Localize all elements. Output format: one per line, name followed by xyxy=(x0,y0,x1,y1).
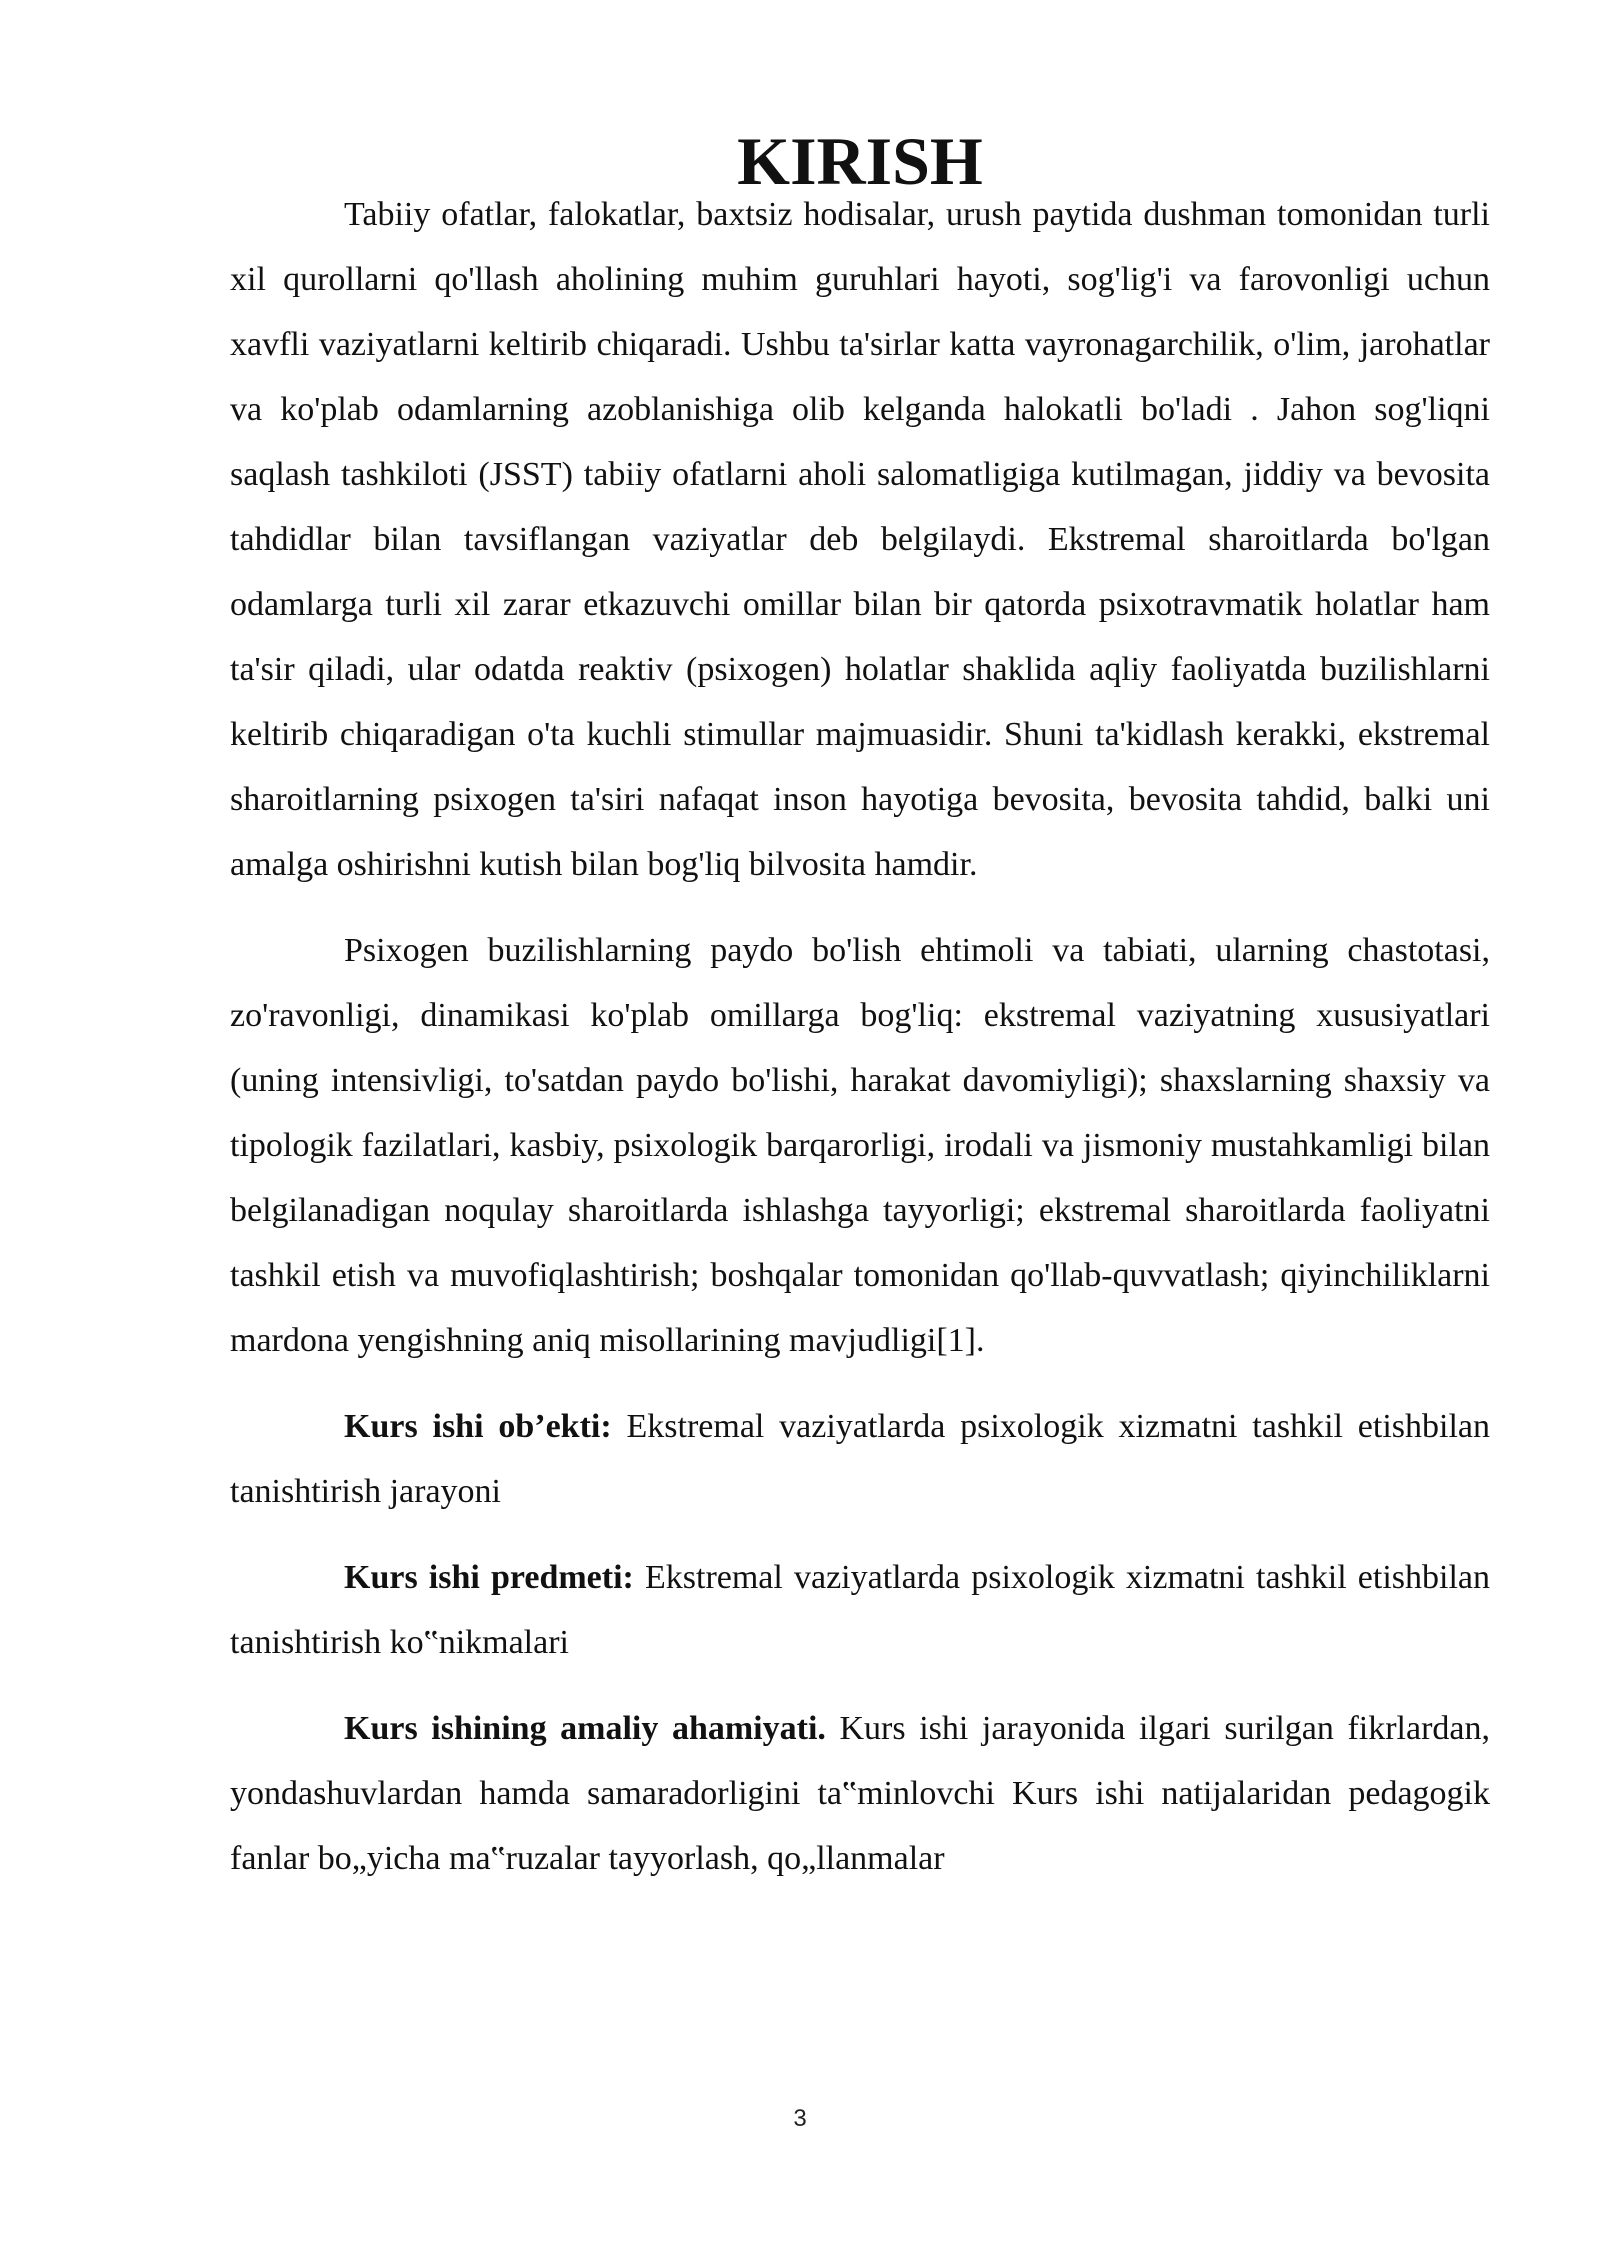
paragraph-text: Psixogen buzilishlarning paydo bo'lish ehtimoli va tabiati, ularning chastotasi, zo'ravonligi, dinamikasi ko'plab omillarga bog'liq: ekstremal vaziyatning xususiyatlari (uning intensivligi, to'satdan paydo bo'lishi, harakat davomiyligi); shaxslarning shaxsiy va tipologik fazilatlari, kasbiy, psixologik barqarorligi, irodali va jismoniy mustahkamligi bilan belgilanadigan noqulay sharoitlarda ishlashga tayyorligi; ekstremal sharoitlarda faoliyatni tashkil etish va muvofiqlashtirish; boshqalar tomonidan qo'llab-quvvatlash; qiyinchiliklarni mardona yengishning aniq misollarining mavjudligi[1]. xyxy=(230,932,1490,1359)
paragraph-practical-significance xyxy=(230,1696,1490,1891)
paragraph-research-object xyxy=(230,1394,1490,1524)
document-page xyxy=(230,123,1490,1891)
paragraph-label: Kurs ishi ob’ekti: xyxy=(344,1408,612,1445)
section-heading: KIRISH xyxy=(737,123,983,199)
paragraph-label: Kurs ishining amaliy ahamiyati. xyxy=(344,1710,826,1747)
paragraph-intro xyxy=(230,182,1490,897)
paragraph-research-subject xyxy=(230,1545,1490,1675)
paragraph-text: Tabiiy ofatlar, falokatlar, baxtsiz hodisalar, urush paytida dushman tomonidan turli xil qurollarni qo'llash aholining muhim guruhlari hayoti, sog'lig'i va farovonligi uchun xavfli vaziyatlarni keltirib chiqaradi. Ushbu ta'sirlar katta vayronagarchilik, o'lim, jarohatlar va ko'plab odamlarning azoblanishiga olib kelganda halokatli bo'ladi . Jahon sog'liqni saqlash tashkiloti (JSST) tabiiy ofatlarni aholi salomatligiga kutilmagan, jiddiy va bevosita tahdidlar bilan tavsiflangan vaziyatlar deb belgilaydi. Ekstremal sharoitlarda bo'lgan odamlarga turli xil zarar etkazuvchi omillar bilan bir qatorda psixotravmatik holatlar ham ta'sir qiladi, ular odatda reaktiv (psixogen) holatlar shaklida aqliy faoliyatda buzilishlarni keltirib chiqaradigan o'ta kuchli stimullar majmuasidir. Shuni ta'kidlash kerakki, ekstremal sharoitlarning psixogen ta'siri nafaqat inson hayotiga bevosita, bevosita tahdid, balki uni amalga oshirishni kutish bilan bog'liq bilvosita hamdir. xyxy=(230,196,1490,883)
paragraph-label: Kurs ishi predmeti: xyxy=(344,1559,634,1596)
paragraph-text: Kurs ishi jarayonida ilgari surilgan fikrlardan, yondashuvlardan hamda samaradorligini ta‟minlovchi Kurs ishi natijalaridan pedagogik fanlar bo„yicha ma‟ruzalar tayyorlash, qo„llanmalar xyxy=(230,1710,1490,1877)
paragraph-text: Ekstremal vaziyatlarda psixologik xizmatni tashkil etishbilan tanishtirish ko‟nikmalari xyxy=(230,1559,1490,1661)
paragraph-psychogenic-factors xyxy=(230,918,1490,1373)
paragraph-text: Ekstremal vaziyatlarda psixologik xizmatni tashkil etishbilan tanishtirish jarayoni xyxy=(230,1408,1490,1510)
page-number: 3 xyxy=(793,2105,807,2132)
